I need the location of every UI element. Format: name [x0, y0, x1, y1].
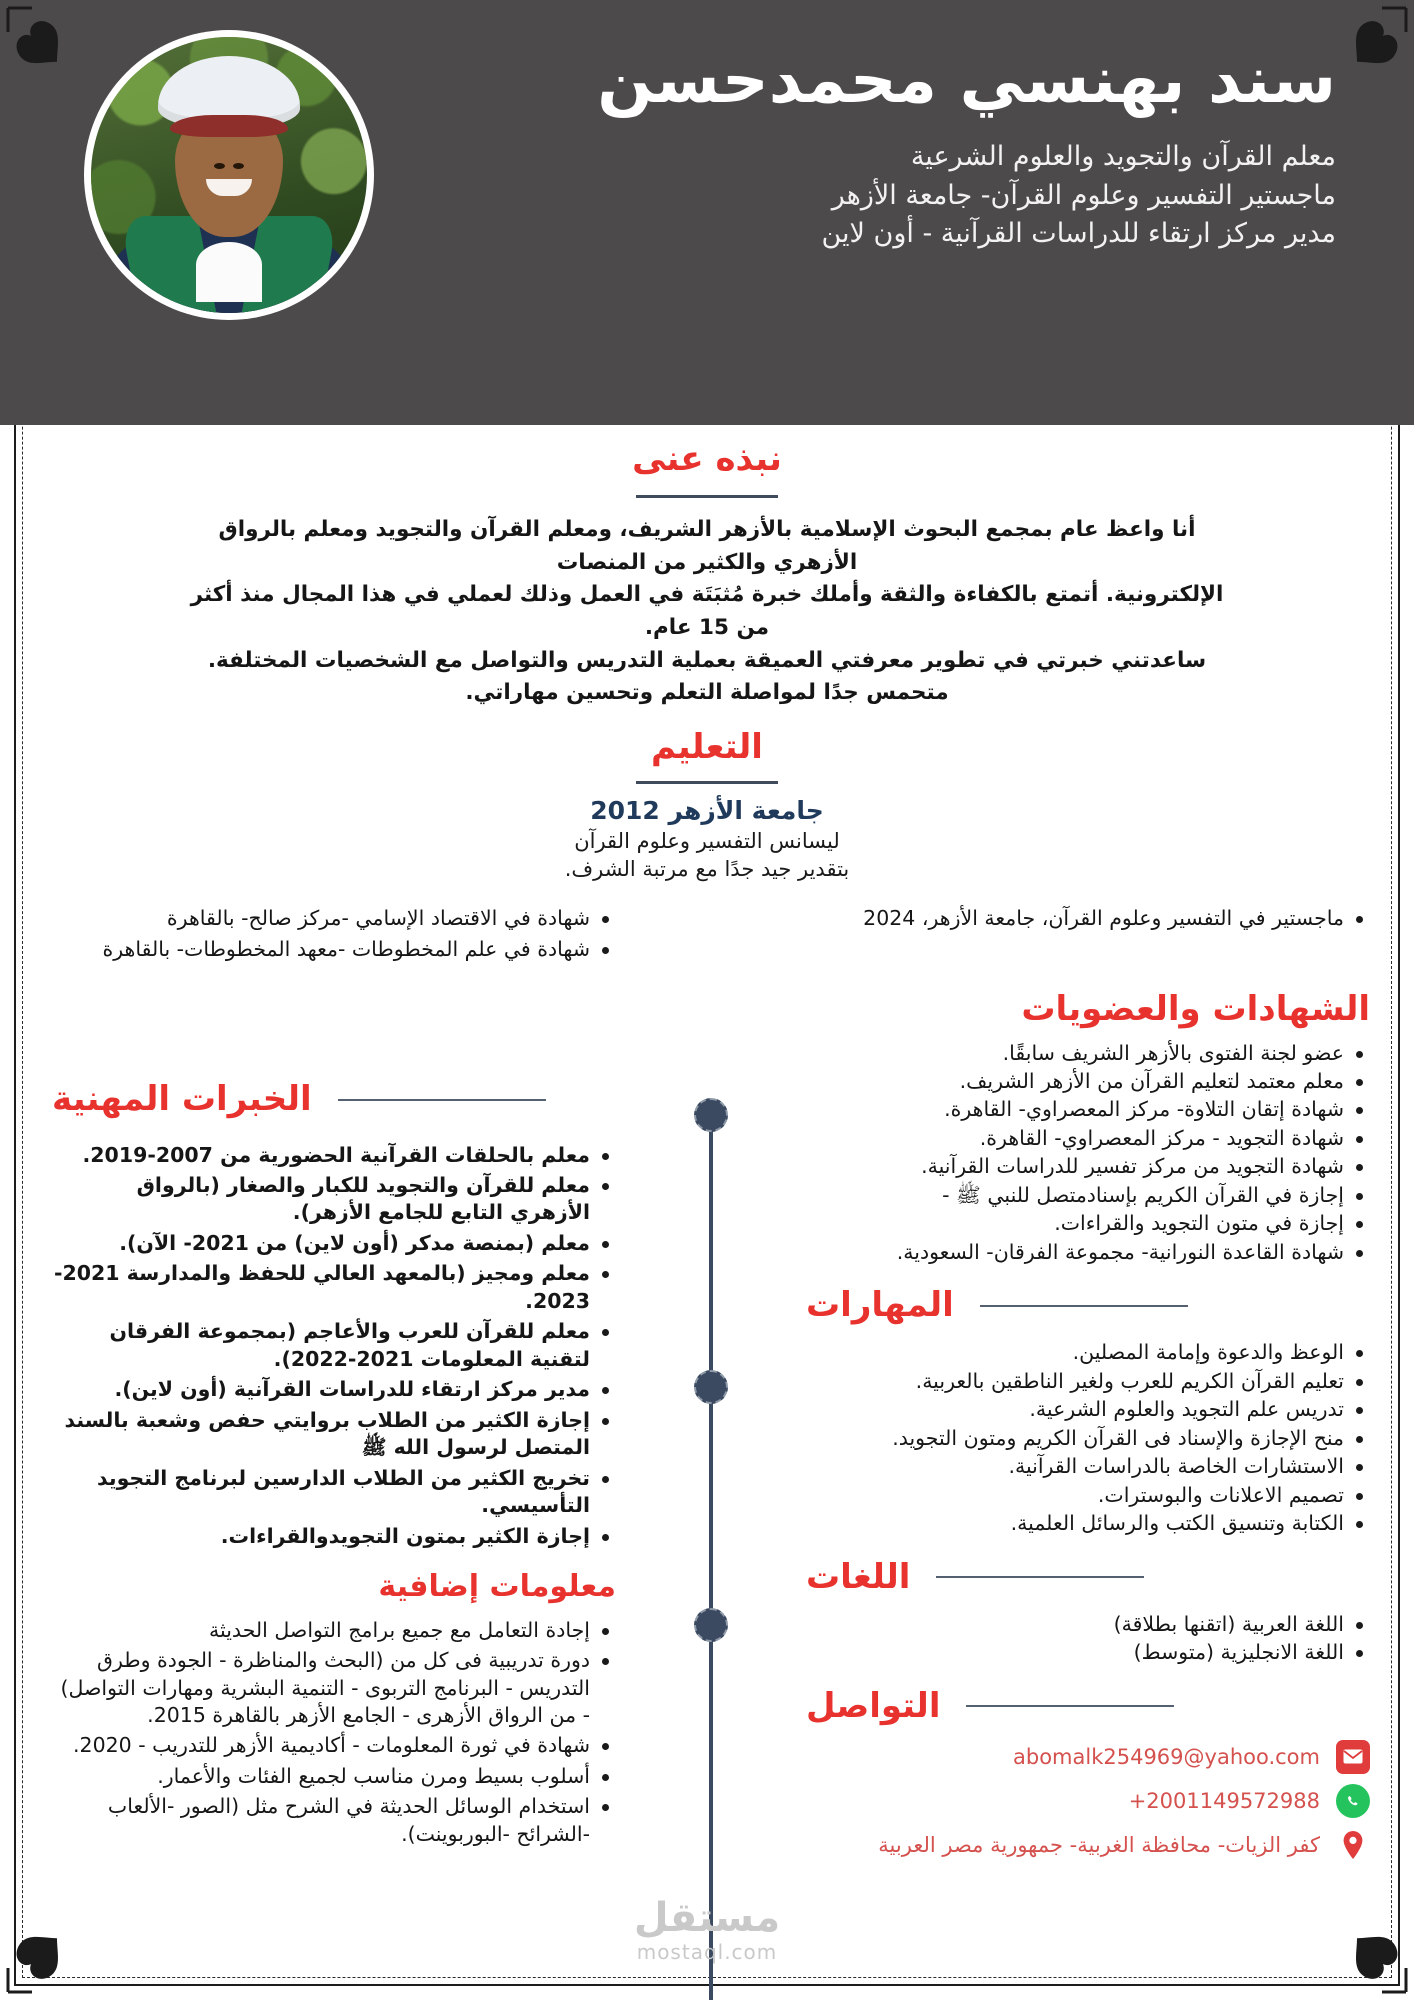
list-item: تدريس علم التجويد والعلوم الشرعية.: [806, 1396, 1370, 1423]
list-item: تصميم الاعلانات والبوسترات.: [806, 1482, 1370, 1509]
corner-ornament-icon: [1326, 1912, 1412, 1998]
tagline-line: مدير مركز ارتقاء للدراسات القرآنية - أون لاين: [821, 217, 1336, 249]
skills-heading-row: [806, 1286, 1370, 1325]
education-bullets-row: [0, 905, 1414, 966]
list-item: إجازة في متون التجويد والقراءات.: [806, 1210, 1370, 1237]
tagline-line: ماجستير التفسير وعلوم القرآن- جامعة الأزهر: [831, 179, 1336, 211]
timeline-dot: [694, 1370, 728, 1404]
timeline-spacer-top: [616, 905, 806, 966]
education-degree: ليسانس التفسير وعلوم القرآن: [574, 829, 840, 854]
list-item: معلم للقرآن للعرب والأعاجم (بمجموعة الفرقان لتقنية المعلومات 2021-2022).: [52, 1318, 616, 1373]
whatsapp-icon: [1336, 1784, 1370, 1818]
right-column: [806, 990, 1376, 1881]
contact-phone-row[interactable]: [806, 1784, 1370, 1818]
section-education: [0, 710, 1414, 883]
list-item: معلم للقرآن والتجويد للكبار والصغار (بالرواق الأزهري التابع للجامع الأزهر).: [52, 1172, 616, 1227]
watermark-arabic: مستقل: [633, 1895, 781, 1941]
list-item: معلم معتمد لتعليم القرآن من الأزهر الشريف.: [806, 1068, 1370, 1095]
additional-list: [52, 1617, 616, 1849]
list-item: شهادة في الاقتصاد الإسامي -مركز صالح- بالقاهرة: [52, 905, 616, 932]
avatar-photo: [91, 37, 367, 313]
skills-divider: [980, 1305, 1188, 1307]
list-item: شهادة في علم المخطوطات -معهد المخطوطات- بالقاهرة: [52, 936, 616, 963]
contact-list: [806, 1740, 1370, 1862]
section-skills: [806, 1286, 1370, 1537]
education-school: جامعة الأزهر 2012: [590, 796, 824, 826]
experience-heading-row: [52, 1080, 616, 1119]
cv-name: سند بهنسي محمدحسن: [597, 43, 1336, 118]
list-item: مدير مركز ارتقاء للدراسات القرآنية (أون لاين).: [52, 1376, 616, 1403]
education-divider: [636, 781, 778, 784]
languages-heading: اللغات: [806, 1556, 911, 1597]
education-bullets-right: [806, 905, 1376, 966]
section-experience: [52, 1080, 616, 1550]
contact-address: كفر الزيات- محافظة الغربية- جمهورية مصر العربية: [878, 1832, 1320, 1857]
list-item: الاستشارات الخاصة بالدراسات القرآنية.: [806, 1453, 1370, 1480]
avatar: [84, 30, 374, 320]
list-item: الكتابة وتنسيق الكتب والرسائل العلمية.: [806, 1510, 1370, 1537]
corner-ornament-icon: [2, 1912, 88, 1998]
certifications-list: [806, 1040, 1370, 1267]
list-item: أسلوب بسيط ومرن مناسب لجميع الفئات والأعمار.: [52, 1763, 616, 1790]
contact-email[interactable]: abomalk254969@yahoo.com: [1013, 1744, 1320, 1769]
section-languages: [806, 1558, 1370, 1667]
list-item: دورة تدريبية فى كل من (البحث والمناظرة - الجودة وطرق التدريس - البرنامج التربوى - التنمية البشرية ومهارات التواصل) - من الرواق الأزهرى - الجامع الأزهر بالقاهرة 2015.: [52, 1647, 616, 1729]
header-text-block: [476, 43, 1336, 253]
list-item: استخدام الوسائل الحديثة في الشرح مثل (الصور -الألعاب -الشرائح -البوربوينت).: [52, 1793, 616, 1848]
experience-list: [52, 1142, 616, 1551]
photo-eye-right: [233, 163, 244, 169]
contact-heading: التواصل: [806, 1685, 941, 1726]
education-grade: بتقدير جيد جدًا مع مرتبة الشرف.: [564, 857, 850, 882]
list-item: إجادة التعامل مع جميع برامج التواصل الحديثة: [52, 1617, 616, 1644]
about-line: متحمس جدًا لمواصلة التعلم وتحسين مهاراتي.: [465, 680, 949, 706]
list-item: اللغة العربية (اتقنها بطلاقة): [806, 1611, 1370, 1638]
timeline-dot: [694, 1608, 728, 1642]
languages-list: [806, 1611, 1370, 1667]
cv-tagline: [476, 138, 1336, 253]
languages-divider: [936, 1576, 1144, 1578]
list-item: معلم ومجيز (بالمعهد العالي للحفظ والمدارسة 2021-2023.: [52, 1260, 616, 1315]
education-bullets-left: [46, 905, 616, 966]
watermark: [633, 1895, 781, 1964]
about-heading: نبذه عنى: [632, 439, 782, 479]
about-line: أنا واعظ عام بمجمع البحوث الإسلامية بالأزهر الشريف، ومعلم القرآن والتجويد ومعلم بالرواق الأزهري والكثير من المنصات: [218, 517, 1196, 575]
experience-heading: الخبرات المهنية: [52, 1079, 312, 1120]
section-about: [0, 425, 1414, 710]
list-item: عضو لجنة الفتوى بالأزهر الشريف سابقًا.: [806, 1040, 1370, 1067]
list-item: منح الإجازة والإسناد فى القرآن الكريم ومتون التجويد.: [806, 1425, 1370, 1452]
section-certifications: [806, 990, 1370, 1266]
education-heading: التعليم: [651, 727, 763, 768]
list-item: تعليم القرآن الكريم للعرب ولغير الناطقين بالعربية.: [806, 1368, 1370, 1395]
skills-list: [806, 1339, 1370, 1537]
list-item: الوعظ والدعوة وإمامة المصلين.: [806, 1339, 1370, 1366]
list-item: شهادة القاعدة النورانية- مجموعة الفرقان- السعودية.: [806, 1239, 1370, 1266]
contact-email-row[interactable]: [806, 1740, 1370, 1774]
cv-body: [0, 425, 1414, 1882]
cv-header: [0, 0, 1414, 425]
education-left-list: [52, 905, 616, 963]
languages-heading-row: [806, 1558, 1370, 1597]
list-item: معلم بالحلقات القرآنية الحضورية من 2007-2019.: [52, 1142, 616, 1169]
list-item: إجازة في القرآن الكريم بإسنادمتصل للنبي ﷺ -: [806, 1182, 1370, 1209]
additional-heading: معلومات إضافية: [378, 1569, 616, 1605]
list-item: شهادة التجويد من مركز تفسير للدراسات القرآنية.: [806, 1153, 1370, 1180]
list-item: شهادة في ثورة المعلومات - أكاديمية الأزهر للتدريب - 2020.: [52, 1732, 616, 1759]
about-divider: [636, 495, 778, 498]
contact-phone[interactable]: +2001149572988: [1128, 1788, 1320, 1813]
photo-collar: [196, 242, 262, 302]
list-item: شهادة التجويد - مركز المعصراوي- القاهرة.: [806, 1125, 1370, 1152]
timeline-line: [709, 1110, 713, 2000]
timeline-column: [616, 990, 806, 1881]
list-item: تخريج الكثير من الطلاب الدارسين لبرنامج التجويد التأسيسي.: [52, 1465, 616, 1520]
list-item: معلم (بمنصة مدكر (أون لاين) من 2021- الآن).: [52, 1230, 616, 1257]
watermark-latin: mostaql.com: [636, 1940, 778, 1964]
skills-heading: المهارات: [806, 1285, 954, 1326]
photo-eye-left: [214, 163, 225, 169]
list-item: ماجستير في التفسير وعلوم القرآن، جامعة الأزهر، 2024: [806, 905, 1370, 932]
timeline-dot: [694, 1098, 728, 1132]
about-line: الإلكترونية. أتمتع بالكفاءة والثقة وأملك خبرة مُثبَتَة في العمل وذلك لعملي في هذا المجال منذ أكثر من 15 عام.: [190, 582, 1224, 641]
list-item: إجازة الكثير من الطلاب بروايتي حفص وشعبة بالسند المتصل لرسول الله ﷺ: [52, 1407, 616, 1462]
main-columns: [0, 990, 1414, 1881]
photo-smile: [206, 179, 252, 196]
envelope-icon: [1336, 1740, 1370, 1774]
education-right-list: [806, 905, 1370, 932]
list-item: إجازة الكثير بمتون التجويدوالقراءات.: [52, 1523, 616, 1550]
contact-divider: [966, 1705, 1174, 1707]
list-item: شهادة إتقان التلاوة- مركز المعصراوي- القاهرة.: [806, 1096, 1370, 1123]
list-item: اللغة الانجليزية (متوسط): [806, 1639, 1370, 1666]
section-additional-info: [52, 1570, 616, 1848]
about-paragraph: [177, 514, 1237, 710]
experience-divider: [338, 1099, 546, 1101]
about-line: ساعدتني خبرتي في تطوير معرفتي العميقة بعملية التدريس والتواصل مع الشخصيات المختلفة.: [207, 647, 1207, 673]
tagline-line: معلم القرآن والتجويد والعلوم الشرعية: [910, 141, 1336, 173]
contact-heading-row: [806, 1687, 1370, 1726]
section-contact: [806, 1687, 1370, 1862]
map-pin-icon: [1336, 1828, 1370, 1862]
certifications-heading: الشهادات والعضويات: [1021, 989, 1370, 1030]
contact-address-row: [806, 1828, 1370, 1862]
left-column: [46, 990, 616, 1868]
